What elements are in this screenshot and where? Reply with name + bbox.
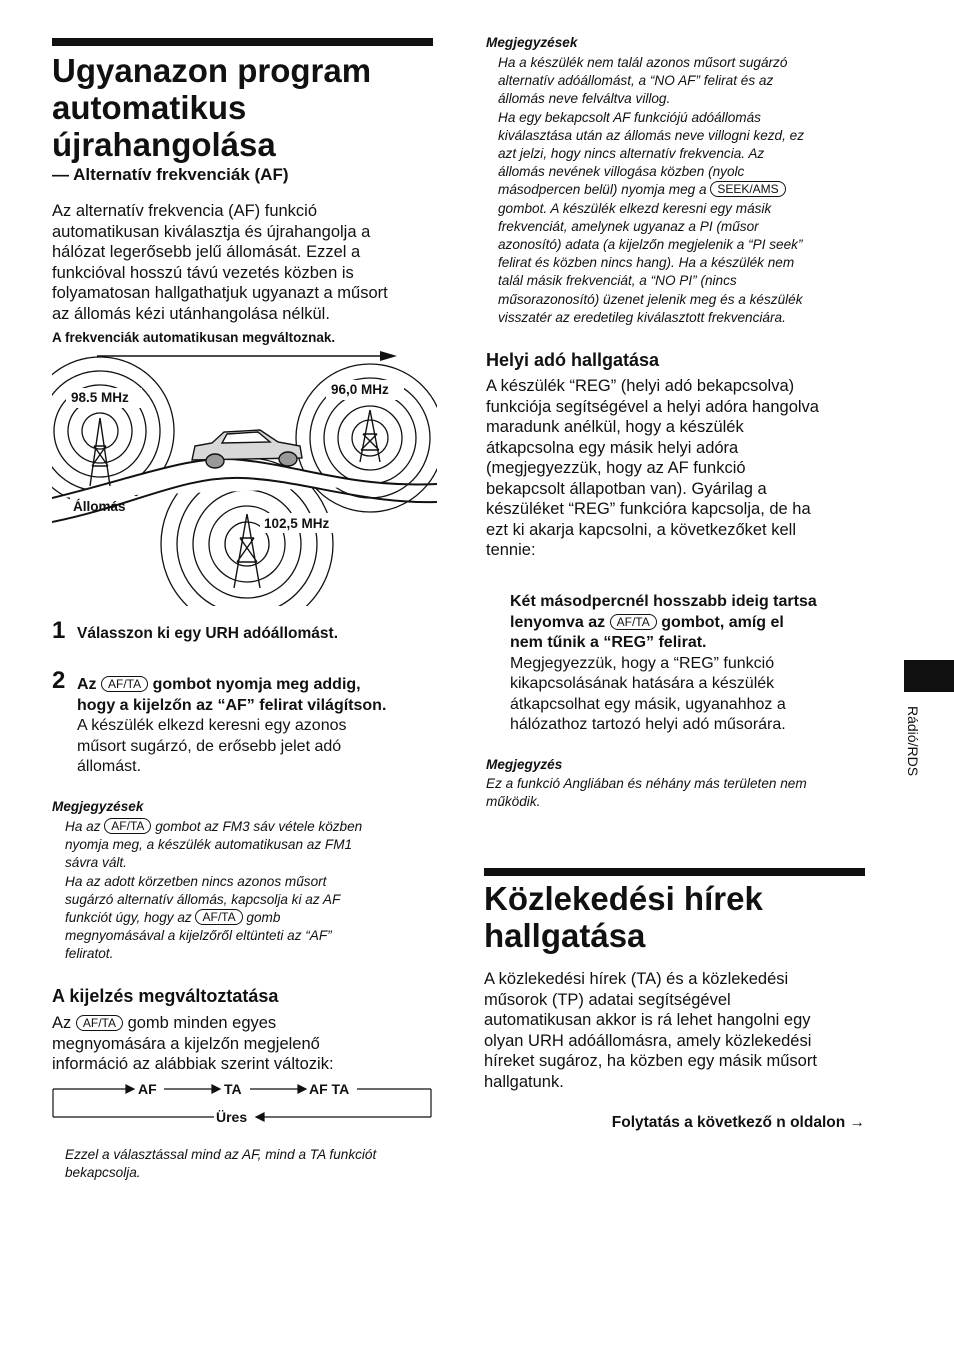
traffic-line: híreket sugároz, ha közben egy másik műsort [484, 1052, 817, 1070]
note-line: műsorazonosító) üzenet jelenik meg és a készülék [498, 291, 803, 307]
note-line: azt jelzi, hogy nincs alternatív frekvencia. Az [498, 146, 765, 162]
note-text: gombot az FM3 sáv vétele közben [155, 819, 363, 834]
local-heading: Helyi adó hallgatása [486, 350, 660, 370]
intro-line: Az alternatív frekvencia (AF) funkció [52, 202, 318, 220]
note-line: talál másik frekvenciát, a “NO PI” (nincs [498, 273, 737, 289]
local-line: (megjegyezzük, hogy az AF funkció [486, 459, 746, 477]
note-line: Ha az adott körzetben nincs azonos műsort [65, 873, 327, 889]
display-text: gomb minden egyes [127, 1014, 277, 1032]
local-detail: kikapcsolásának hatására a készülék [510, 675, 775, 692]
af-ta-key: AF/TA [610, 614, 657, 630]
local-bold-text: gombot, amíg el [661, 613, 784, 631]
traffic-title [484, 880, 763, 954]
step-2-bold-line2: hogy a kijelzőn az “AF” felirat világítson. [77, 696, 387, 714]
intro-line: folyamatosan hallgathatjuk ugyanazt a műsort [52, 284, 388, 302]
local-note [486, 775, 871, 811]
note-line: frekvenciát, amelynek ugyanaz a PI (műsor [498, 218, 759, 234]
traffic-line: automatikusan akkor is rá lehet hangolni egy [484, 1011, 811, 1029]
subtitle: — Alternatív frekvenciák (AF) [52, 165, 289, 184]
note-text: gomb [246, 910, 281, 926]
local-detail: hálózathoz tartozó helyi adó műsorára. [510, 716, 786, 733]
note-text: funkciót úgy, hogy az [65, 910, 192, 926]
note-line: kiválasztása után az állomás neve villogni kezd, ez [498, 127, 805, 143]
seek-ams-key: SEEK/AMS [710, 181, 785, 197]
note-line: visszatér az eredetileg kiválasztott frekvenciára. [498, 309, 786, 325]
notes-right [498, 54, 868, 327]
note-line: gombot. A készülék elkezd keresni egy másik [498, 200, 772, 216]
display-note-line: Ezzel a választással mind az AF, mind a TA funkciót [65, 1147, 377, 1162]
step-2-detail: állomást. [77, 758, 142, 775]
local-detail: Megjegyezzük, hogy a “REG” funkció [510, 654, 775, 672]
local-note-heading: Megjegyzés [486, 757, 563, 772]
section-rule-right [484, 868, 865, 876]
note-line: feliratot. [65, 946, 114, 962]
traffic-title-line: hallgatása [484, 917, 646, 954]
note-line: megnyomásával a kijelzőről eltünteti az “AF” [65, 928, 332, 944]
local-bold-line: Két másodpercnél hosszabb ideig tartsa [510, 593, 817, 610]
display-heading: A kijelzés megváltoztatása [52, 986, 279, 1006]
note-line: állomás nevének villogása közben (nyolc [498, 164, 745, 180]
title-line-2: automatikus [52, 89, 247, 126]
traffic-line: hallgatunk. [484, 1072, 564, 1091]
step-2-block [77, 675, 447, 778]
note-line: alternatív adóállomást, a “NO AF” felirat és az [498, 73, 774, 89]
step-2-bold-rest: gombot nyomja meg addig, [152, 676, 361, 693]
title-line-1: Ugyanazon program [52, 52, 372, 89]
intro-line: az állomás kézi utánhangolása nélkül. [52, 304, 330, 323]
step-2-detail: műsort sugárzó, de erősebb jelet adó [77, 737, 342, 755]
local-line: tennie: [486, 541, 536, 559]
flow-ta: TA [224, 1081, 242, 1097]
intro-line: funkcióval hosszú távú vezetés közben is [52, 263, 354, 282]
notes-heading-left: Megjegyzések [52, 799, 144, 814]
station-label: Állomás [73, 499, 126, 514]
notes-left [65, 818, 440, 964]
local-note-line: működik. [486, 794, 541, 810]
display-note [65, 1146, 445, 1182]
step-1-text: Válasszon ki egy URH adóállomást. [77, 625, 339, 642]
intro-paragraph [52, 201, 437, 324]
step-1-number: 1 [52, 617, 66, 644]
local-paragraph [486, 376, 866, 561]
flow-af: AF [138, 1081, 157, 1097]
display-text: Az [52, 1014, 72, 1032]
figure-caption: A frekvenciák automatikusan megváltoznak. [52, 330, 336, 345]
traffic-line: olyan URH adóállomásra, amely közlekedési [484, 1031, 812, 1050]
local-instruction [510, 592, 880, 736]
note-text: másodpercen belül) nyomja meg a [498, 182, 707, 198]
note-line: Ha egy bekapcsolt AF funkciójú adóállomás [498, 109, 761, 125]
note-text: Ha az [65, 819, 101, 834]
freq-label-2: 96,0 MHz [331, 382, 389, 397]
traffic-line: műsorok (TP) adatai segítségével [484, 990, 731, 1009]
af-ta-key: AF/TA [104, 818, 151, 834]
side-tab-label: Rádió/RDS [905, 706, 921, 777]
local-bold-text: lenyomva az [510, 613, 606, 631]
traffic-line: A közlekedési hírek (TA) és a közlekedési [484, 970, 789, 988]
local-line: készüléket “REG” funkcióra kapcsolja, de ha [486, 500, 811, 518]
local-line: bekapcsolt állapotban van). Gyárilag a [486, 479, 767, 498]
local-line: A készülék “REG” (helyi adó bekapcsolva) [486, 377, 795, 395]
continue-note: Folytatás a következő n oldalon → [611, 1114, 865, 1131]
display-paragraph [52, 1013, 437, 1075]
notes-heading-right: Megjegyzések [486, 35, 578, 50]
intro-line: automatikusan kiválasztja és újrahangolja a [52, 222, 371, 241]
display-line: megnyomására a kijelzőn megjelenő [52, 1034, 320, 1053]
local-line: átkapcsolna egy másik helyi adóra [486, 438, 739, 457]
traffic-title-line: Közlekedési hírek [484, 880, 763, 917]
note-line: nyomja meg, a készülék automatikusan az FM1 [65, 837, 353, 853]
section-rule-left [52, 38, 433, 46]
af-ta-key: AF/TA [195, 909, 242, 925]
step-2-number: 2 [52, 667, 66, 694]
note-line: Ha a készülék nem talál azonos műsort sugárzó [498, 55, 788, 70]
af-illustration [52, 326, 437, 606]
local-note-line: Ez a funkció Angliában és néhány más területen nem [486, 776, 807, 791]
local-detail: átkapcsolhat egy másik, ugyanahhoz a [510, 695, 786, 713]
display-flow-diagram [52, 1078, 432, 1123]
af-ta-key: AF/TA [101, 676, 148, 692]
freq-label-1: 98.5 MHz [71, 390, 129, 405]
section-tab-marker [904, 660, 954, 692]
freq-label-3: 102,5 MHz [264, 516, 330, 531]
local-line: ezt ki akarja kapcsolni, a következőket kell [486, 520, 796, 539]
note-line: felirat és közben nincs hang). Ha a készülék nem [498, 255, 795, 271]
flow-af-ta: AF TA [309, 1081, 350, 1097]
step-2-prefix: Az [77, 676, 97, 693]
intro-line: hálózat legerősebb jelű állomását. Ezzel a [52, 243, 361, 261]
af-ta-key: AF/TA [76, 1015, 123, 1031]
title-line-3: újrahangolása [52, 126, 276, 163]
traffic-paragraph [484, 969, 869, 1092]
local-line: maradunk anélkül, hogy a készülék [486, 418, 744, 436]
note-line: azonosító) adata (a kijelzőn megjelenik a “PI seek” [498, 237, 803, 253]
flow-ures: Üres [216, 1109, 248, 1125]
display-note-line: bekapcsolja. [65, 1165, 141, 1181]
note-line: állomás neve felváltva villog. [498, 91, 671, 107]
note-line: sávra vált. [65, 855, 127, 871]
display-line: információ az alábbiak szerint változik: [52, 1055, 334, 1073]
page-title [52, 52, 371, 163]
note-line: sugárzó alternatív állomás, kapcsolja ki az AF [65, 891, 341, 907]
local-line: funkciója segítségével a helyi adóra hangolva [486, 397, 819, 416]
step-2-detail: A készülék elkezd keresni egy azonos [77, 717, 347, 734]
local-bold-line: nem tűnik a “REG” felirat. [510, 634, 707, 651]
af-figure [52, 326, 437, 606]
